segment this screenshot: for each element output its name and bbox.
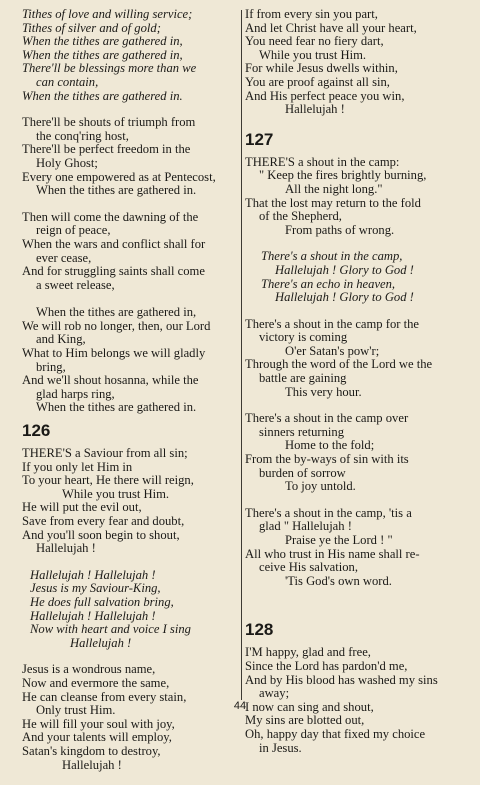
hymn-number-126: 126: [22, 421, 51, 441]
verse-line: He will put the evil out,: [22, 500, 142, 515]
verse-line: Hallelujah !: [70, 635, 132, 650]
page-number: 44: [233, 700, 247, 712]
verse-line: And for struggling saints shall come: [22, 264, 205, 279]
column-divider: [241, 10, 242, 700]
verse-line: Hallelujah ! Glory to God !: [275, 262, 414, 277]
verse-line: We will rob no longer, then, our Lord: [22, 318, 211, 333]
verse-line: This very hour.: [285, 384, 362, 399]
verse-line: While you trust Him.: [62, 486, 170, 501]
verse-line: Now with heart and voice I sing: [30, 622, 191, 637]
verse-line: When the tithes are gathered in,: [36, 305, 197, 320]
verse-line: THERE'S a Saviour from all sin;: [22, 446, 188, 461]
verse-line: glad harps ring,: [36, 386, 115, 401]
hymn-127-chorus: [245, 250, 458, 304]
verse-line: There's a shout in the camp, 'tis a: [245, 505, 412, 520]
verse-line: Every one empowered as at Pentecost,: [22, 169, 216, 184]
verse-line: Now and evermore the same,: [22, 675, 170, 690]
verse-line: and King,: [36, 332, 86, 347]
hymn-126-verse-2: [22, 663, 240, 772]
hymn-126-chorus: [22, 569, 240, 651]
verse-line: Only trust Him.: [36, 703, 116, 718]
verse-line: There'll be blessings more than we: [22, 61, 197, 76]
verse-line: You need fear no fiery dart,: [245, 34, 384, 49]
left-column: [22, 8, 240, 785]
verse-line: There's a shout in the camp,: [261, 249, 403, 264]
stanza-shouts: [22, 116, 240, 198]
verse-line: For while Jesus dwells within,: [245, 61, 398, 76]
verse-line: Holy Ghost;: [36, 155, 98, 170]
stanza-rob-no-longer: [22, 306, 240, 415]
verse-line: When the tithes are gathered in,: [22, 34, 183, 49]
verse-line: If from every sin you part,: [245, 7, 378, 21]
verse-line: And your talents will employ,: [22, 730, 172, 745]
verse-line: ever cease,: [36, 250, 92, 265]
verse-line: O'er Satan's pow'r;: [285, 343, 380, 358]
verse-line: ceive His salvation,: [259, 560, 358, 575]
verse-line: What to Him belongs we will gladly: [22, 346, 206, 361]
verse-line: There'll be perfect freedom in the: [22, 142, 191, 157]
verse-line: Hallelujah ! Hallelujah !: [30, 608, 156, 623]
verse-line: He does full salvation bring,: [30, 594, 174, 609]
stanza-tithes-chorus: [22, 8, 240, 103]
verse-line: Hallelujah !: [285, 102, 345, 117]
verse-line: And by His blood has washed my sins: [245, 672, 438, 687]
verse-line: There's a shout in the camp for the: [245, 316, 419, 331]
hymn-127-verse-3: [245, 412, 458, 494]
verse-line: bring,: [36, 359, 66, 374]
verse-line: He will fill your soul with joy,: [22, 716, 175, 731]
verse-line: From paths of wrong.: [285, 222, 395, 237]
verse-line: in Jesus.: [259, 740, 302, 755]
stanza-dawning: [22, 211, 240, 293]
verse-line: victory is coming: [259, 330, 348, 345]
verse-line: To joy untold.: [285, 479, 356, 494]
verse-line: When the wars and conflict shall for: [22, 236, 206, 251]
verse-line: You are proof against all sin,: [245, 74, 390, 89]
verse-line: When the tithes are gathered in.: [36, 400, 197, 415]
verse-line: Praise ye the Lord ! ": [285, 533, 393, 547]
verse-line: battle are gaining: [259, 371, 347, 386]
verse-line: sinners returning: [259, 424, 344, 439]
verse-line: He can cleanse from every stain,: [22, 689, 187, 704]
verse-line: burden of sorrow: [259, 465, 346, 480]
verse-line: away;: [259, 686, 290, 701]
hymn-126-verse-3: [245, 8, 458, 117]
verse-line: of the Shepherd,: [259, 209, 342, 224]
verse-line: There'll be shouts of triumph from: [22, 115, 196, 130]
verse-line: Then will come the dawning of the: [22, 209, 199, 224]
verse-line: When the tithes are gathered in.: [36, 183, 197, 198]
verse-line: Hallelujah !: [36, 541, 96, 556]
verse-line: All the night long.": [285, 181, 383, 196]
verse-line: Since the Lord has pardon'd me,: [245, 658, 408, 673]
verse-line: There's an echo in heaven,: [261, 276, 396, 291]
verse-line: That the lost may return to the fold: [245, 195, 421, 210]
verse-line: Tithes of silver and of gold;: [22, 20, 161, 35]
verse-line: can contain,: [36, 74, 99, 89]
hymn-127-verse-1: [245, 156, 458, 238]
right-column: [245, 8, 458, 768]
verse-line: Jesus is a wondrous name,: [22, 662, 156, 677]
hymn-number-127: 127: [245, 129, 274, 149]
verse-line: a sweet release,: [36, 277, 115, 292]
verse-line: the conq'ring host,: [36, 128, 129, 143]
verse-line: Hallelujah ! Glory to God !: [275, 290, 414, 305]
verse-line: There's a shout in the camp over: [245, 411, 409, 426]
verse-line: And let Christ have all your heart,: [245, 20, 417, 35]
verse-line: 'Tis God's own word.: [285, 573, 392, 588]
verse-line: Through the word of the Lord we the: [245, 357, 433, 372]
verse-line: My sins are blotted out,: [245, 713, 365, 728]
verse-line: Satan's kingdom to destroy,: [22, 743, 161, 758]
verse-line: While you trust Him.: [259, 47, 367, 62]
verse-line: And His perfect peace you win,: [245, 88, 405, 103]
verse-line: Hallelujah ! Hallelujah !: [30, 567, 156, 582]
verse-line: And we'll shout hosanna, while the: [22, 373, 199, 388]
hymn-126-verse-1: [22, 447, 240, 556]
verse-line: reign of peace,: [36, 223, 111, 238]
verse-line: I'M happy, glad and free,: [245, 645, 371, 660]
verse-line: glad " Hallelujah !: [259, 519, 352, 534]
hymn-127-verse-4: [245, 507, 458, 589]
verse-line: From the by-ways of sin with its: [245, 452, 409, 467]
verse-line: Jesus is my Saviour-King,: [30, 581, 161, 596]
verse-line: Oh, happy day that fixed my choice: [245, 726, 426, 741]
verse-line: Home to the fold;: [285, 438, 375, 453]
verse-line: When the tithes are gathered in,: [22, 47, 183, 62]
verse-line: To your heart, He there will reign,: [22, 473, 194, 488]
verse-line: All who trust in His name shall re-: [245, 546, 420, 561]
verse-line: Hallelujah !: [62, 757, 122, 772]
verse-line: Tithes of love and willing service;: [22, 7, 193, 21]
verse-line: If you only let Him in: [22, 459, 133, 474]
verse-line: THERE'S a shout in the camp:: [245, 154, 400, 169]
verse-line: And you'll soon begin to shout,: [22, 527, 180, 542]
hymn-number-128: 128: [245, 620, 274, 640]
verse-line: Save from every fear and doubt,: [22, 514, 185, 528]
verse-line: I now can sing and shout,: [245, 699, 374, 714]
verse-line: " Keep the fires brightly burning,: [259, 168, 427, 183]
hymn-127-verse-2: [245, 318, 458, 400]
verse-line: When the tithes are gathered in.: [22, 88, 183, 103]
